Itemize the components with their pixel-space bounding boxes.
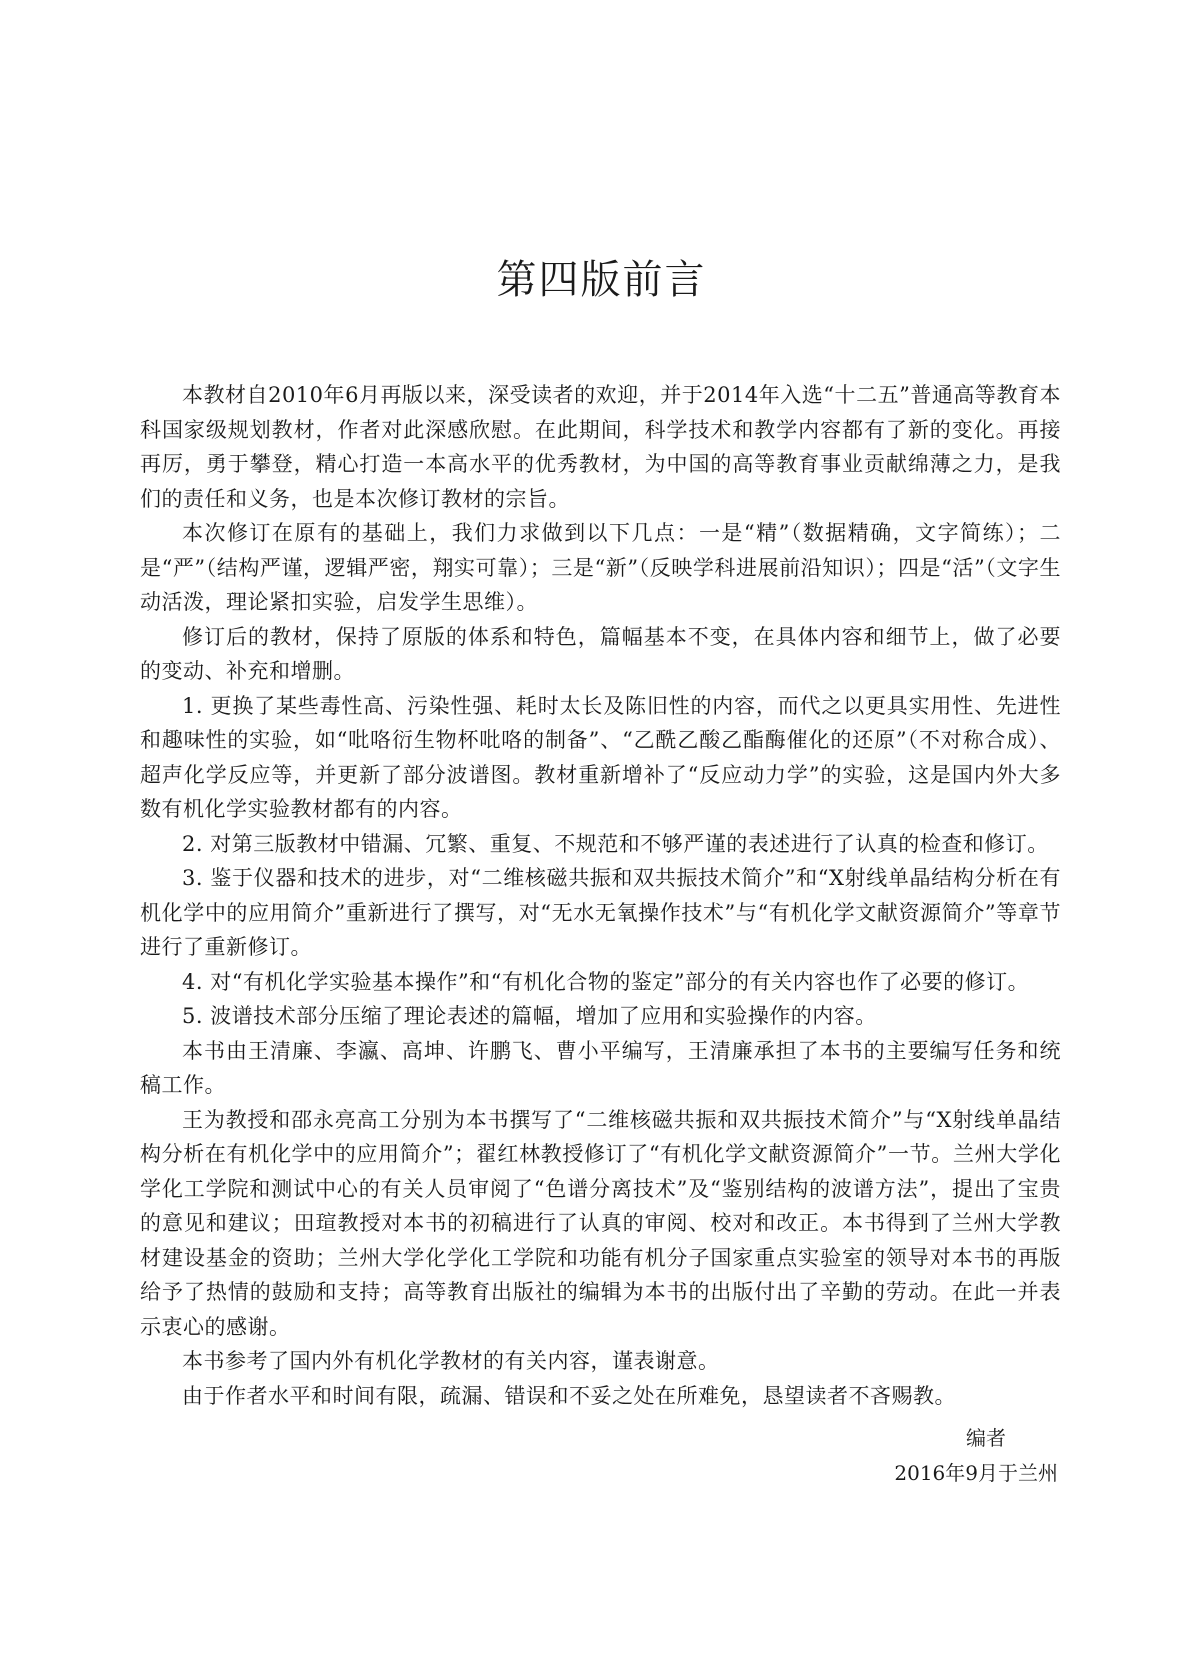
- paragraph-11: 本书参考了国内外有机化学教材的有关内容，谨表谢意。: [182, 1349, 720, 1373]
- paragraph-12: 由于作者水平和时间有限，疏漏、错误和不妥之处在所难免，恳望读者不吝赐教。: [182, 1383, 956, 1408]
- preface-body: [140, 378, 1061, 1413]
- paragraph-1: 本教材自2010年6月再版以来，深受读者的欢迎，并于2014年入选“十二五”普通高等教育本科国家级规划教材，作者对此深感欣慰。在此期间，科学技术和教学内容都有了新的变化。再接再厉，勇于攀登，精心打造一本高水平的优秀教材，为中国的高等教育事业贡献绵薄之力，是我们的责任和义务，也是本次修订教材的宗旨。: [140, 383, 1061, 511]
- paragraph-8: 5. 波谱技术部分压缩了理论表述的篇幅，增加了应用和实验操作的内容。: [182, 1004, 877, 1028]
- paragraph-6: 3. 鉴于仪器和技术的进步，对“二维核磁共振和双共振技术简介”和“X射线单晶结构分析在有机化学中的应用简介”重新进行了撰写，对“无水无氧操作技术”与“有机化学文献资源简介”等章节进行了重新修订。: [140, 866, 1061, 959]
- page-title: 第四版前言: [496, 257, 707, 303]
- paragraph-2: 本次修订在原有的基础上，我们力求做到以下几点：一是“精”（数据精确，文字简练）；二是“严”（结构严谨，逻辑严密，翔实可靠）；三是“新”（反映学科进展前沿知识）；四是“活”（文字生动活泼，理论紧扣实验，启发学生思维）。: [140, 521, 1061, 614]
- signature-block: [894, 1421, 1058, 1491]
- paragraph-7: 4. 对“有机化学实验基本操作”和“有机化合物的鉴定”部分的有关内容也作了必要的修订。: [182, 969, 1030, 994]
- signature-date: 2016年9月于兰州: [894, 1461, 1058, 1485]
- paragraph-3: 修订后的教材，保持了原版的体系和特色，篇幅基本不变，在具体内容和细节上，做了必要的变动、补充和增删。: [140, 624, 1061, 683]
- paragraph-5: 2. 对第三版教材中错漏、冗繁、重复、不规范和不够严谨的表述进行了认真的检查和修订。: [182, 831, 1049, 856]
- signature-author: 编者: [966, 1426, 1006, 1450]
- paragraph-10: 王为教授和邵永亮高工分别为本书撰写了“二维核磁共振和双共振技术简介”与“X射线单晶结构分析在有机化学中的应用简介”；翟红林教授修订了“有机化学文献资源简介”一节。兰州大学化学化工学院和测试中心的有关人员审阅了“色谱分离技术”及“鉴别结构的波谱方法”，提出了宝贵的意见和建议；田瑄教授对本书的初稿进行了认真的审阅、校对和改正。本书得到了兰州大学教材建设基金的资助；兰州大学化学化工学院和功能有机分子国家重点实验室的领导对本书的再版给予了热情的鼓励和支持；高等教育出版社的编辑为本书的出版付出了辛勤的劳动。在此一并表示衷心的感谢。: [140, 1107, 1061, 1339]
- paragraph-4: 1. 更换了某些毒性高、污染性强、耗时太长及陈旧性的内容，而代之以更具实用性、先进性和趣味性的实验，如“吡咯衍生物杯吡咯的制备”、“乙酰乙酸乙酯酶催化的还原”（不对称合成）、超声化学反应等，并更新了部分波谱图。教材重新增补了“反应动力学”的实验，这是国内外大多数有机化学实验教材都有的内容。: [140, 693, 1061, 821]
- paragraph-9: 本书由王清廉、李瀛、高坤、许鹏飞、曹小平编写，王清廉承担了本书的主要编写任务和统稿工作。: [140, 1038, 1061, 1097]
